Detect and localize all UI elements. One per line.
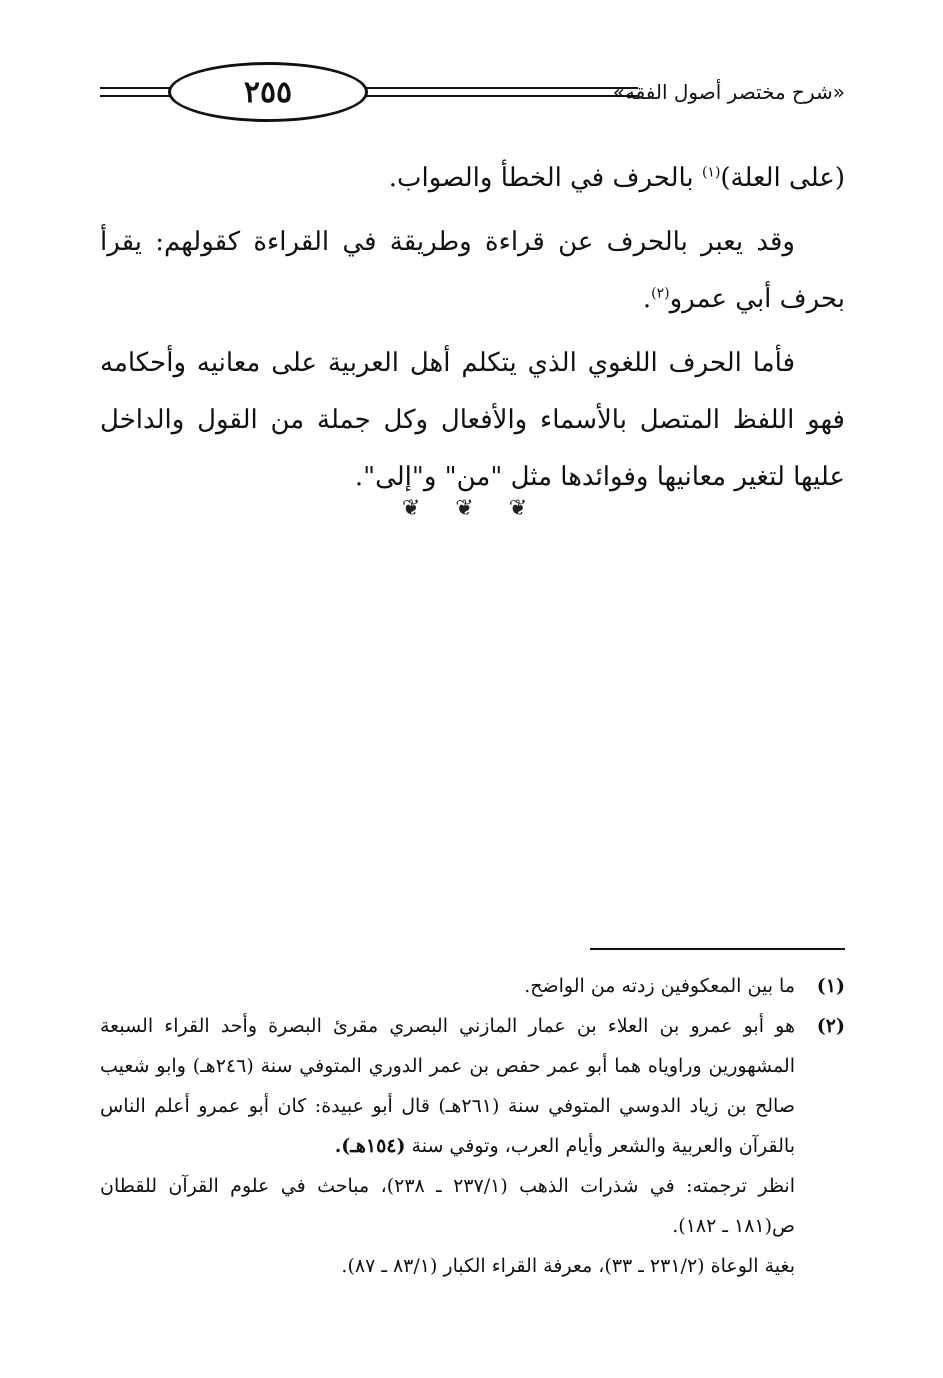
page-number-oval xyxy=(168,62,368,122)
paragraph-3: فأما الحرف اللغوي الذي يتكلم أهل العربية على معانيه وأحكامه فهو اللفظ المتصل بالأسماء والأفعال وكل جملة من القول والداخل عليها لتغير معانيها وفوائدها مثل "من" و"إلى". xyxy=(100,348,845,492)
footnote-1-number: (١) xyxy=(816,975,845,997)
header-rule-left xyxy=(100,87,170,89)
paragraph-2-end: . xyxy=(642,284,652,314)
footnote-2-text: هو أبو عمرو بن العلاء بن عمار المازني البصري مقرئ البصرة وأحد القراء السبعة المشهورين وراوياه هما أبو عمر حفص بن عمر الدوري المتوفي سنة (٢٤٦هـ) وابو شعيب صالح بن زياد الدوسي المتوفي سنة (٢٦١هـ) قال أبو عبيدة: كان أبو عمرو أعلم الناس بالقرآن والعربية والشعر وأيام العرب، وتوفي سنة xyxy=(100,1015,795,1157)
paragraph-1 xyxy=(100,150,845,207)
footnote-ref-2: (٢) xyxy=(651,285,670,302)
footnote-2-death-year: (١٥٤هـ). xyxy=(334,1135,406,1157)
header-rule-left-lower xyxy=(100,95,170,97)
page-header xyxy=(100,62,845,126)
paragraph-2-text: وقد يعبر بالحرف عن قراءة وطريقة في القراءة كقولهم: يقرأ بحرف أبي عمرو xyxy=(100,227,845,314)
main-text xyxy=(100,150,845,513)
footnote-separator xyxy=(590,948,845,950)
footnote-2-references: انظر ترجمته: في شذرات الذهب (٢٣٧/١ ـ ٢٣٨)، مباحث في علوم القرآن للقطان ص(١٨١ ـ ١٨٢). xyxy=(100,1175,795,1237)
footnote-1-text: ما بين المعكوفين زدته من الواضح. xyxy=(524,975,795,997)
paragraph-2 xyxy=(100,214,845,328)
running-title: «شرح مختصر أصول الفقه» xyxy=(612,80,845,104)
footnote-2-references-more: بغية الوعاة (٢٣١/٢ ـ ٣٣)، معرفة القراء الكبار (٨٣/١ ـ ٨٧). xyxy=(341,1255,795,1277)
paragraph-1-text: (على العلة) xyxy=(720,163,845,193)
footnote-2 xyxy=(100,1006,845,1166)
paragraph-1-rest: بالحرف في الخطأ والصواب. xyxy=(388,163,702,193)
footnote-2-number: (٢) xyxy=(816,1015,845,1037)
page-number: ٢٥٥ xyxy=(243,74,293,110)
footnotes xyxy=(100,966,845,1286)
footnote-1 xyxy=(100,966,845,1006)
header-rule-right xyxy=(366,87,638,89)
header-rule-right-lower xyxy=(366,95,638,97)
section-ornaments: ❦ ❦ ❦ xyxy=(401,496,542,521)
footnote-ref-1: (١) xyxy=(701,164,721,181)
